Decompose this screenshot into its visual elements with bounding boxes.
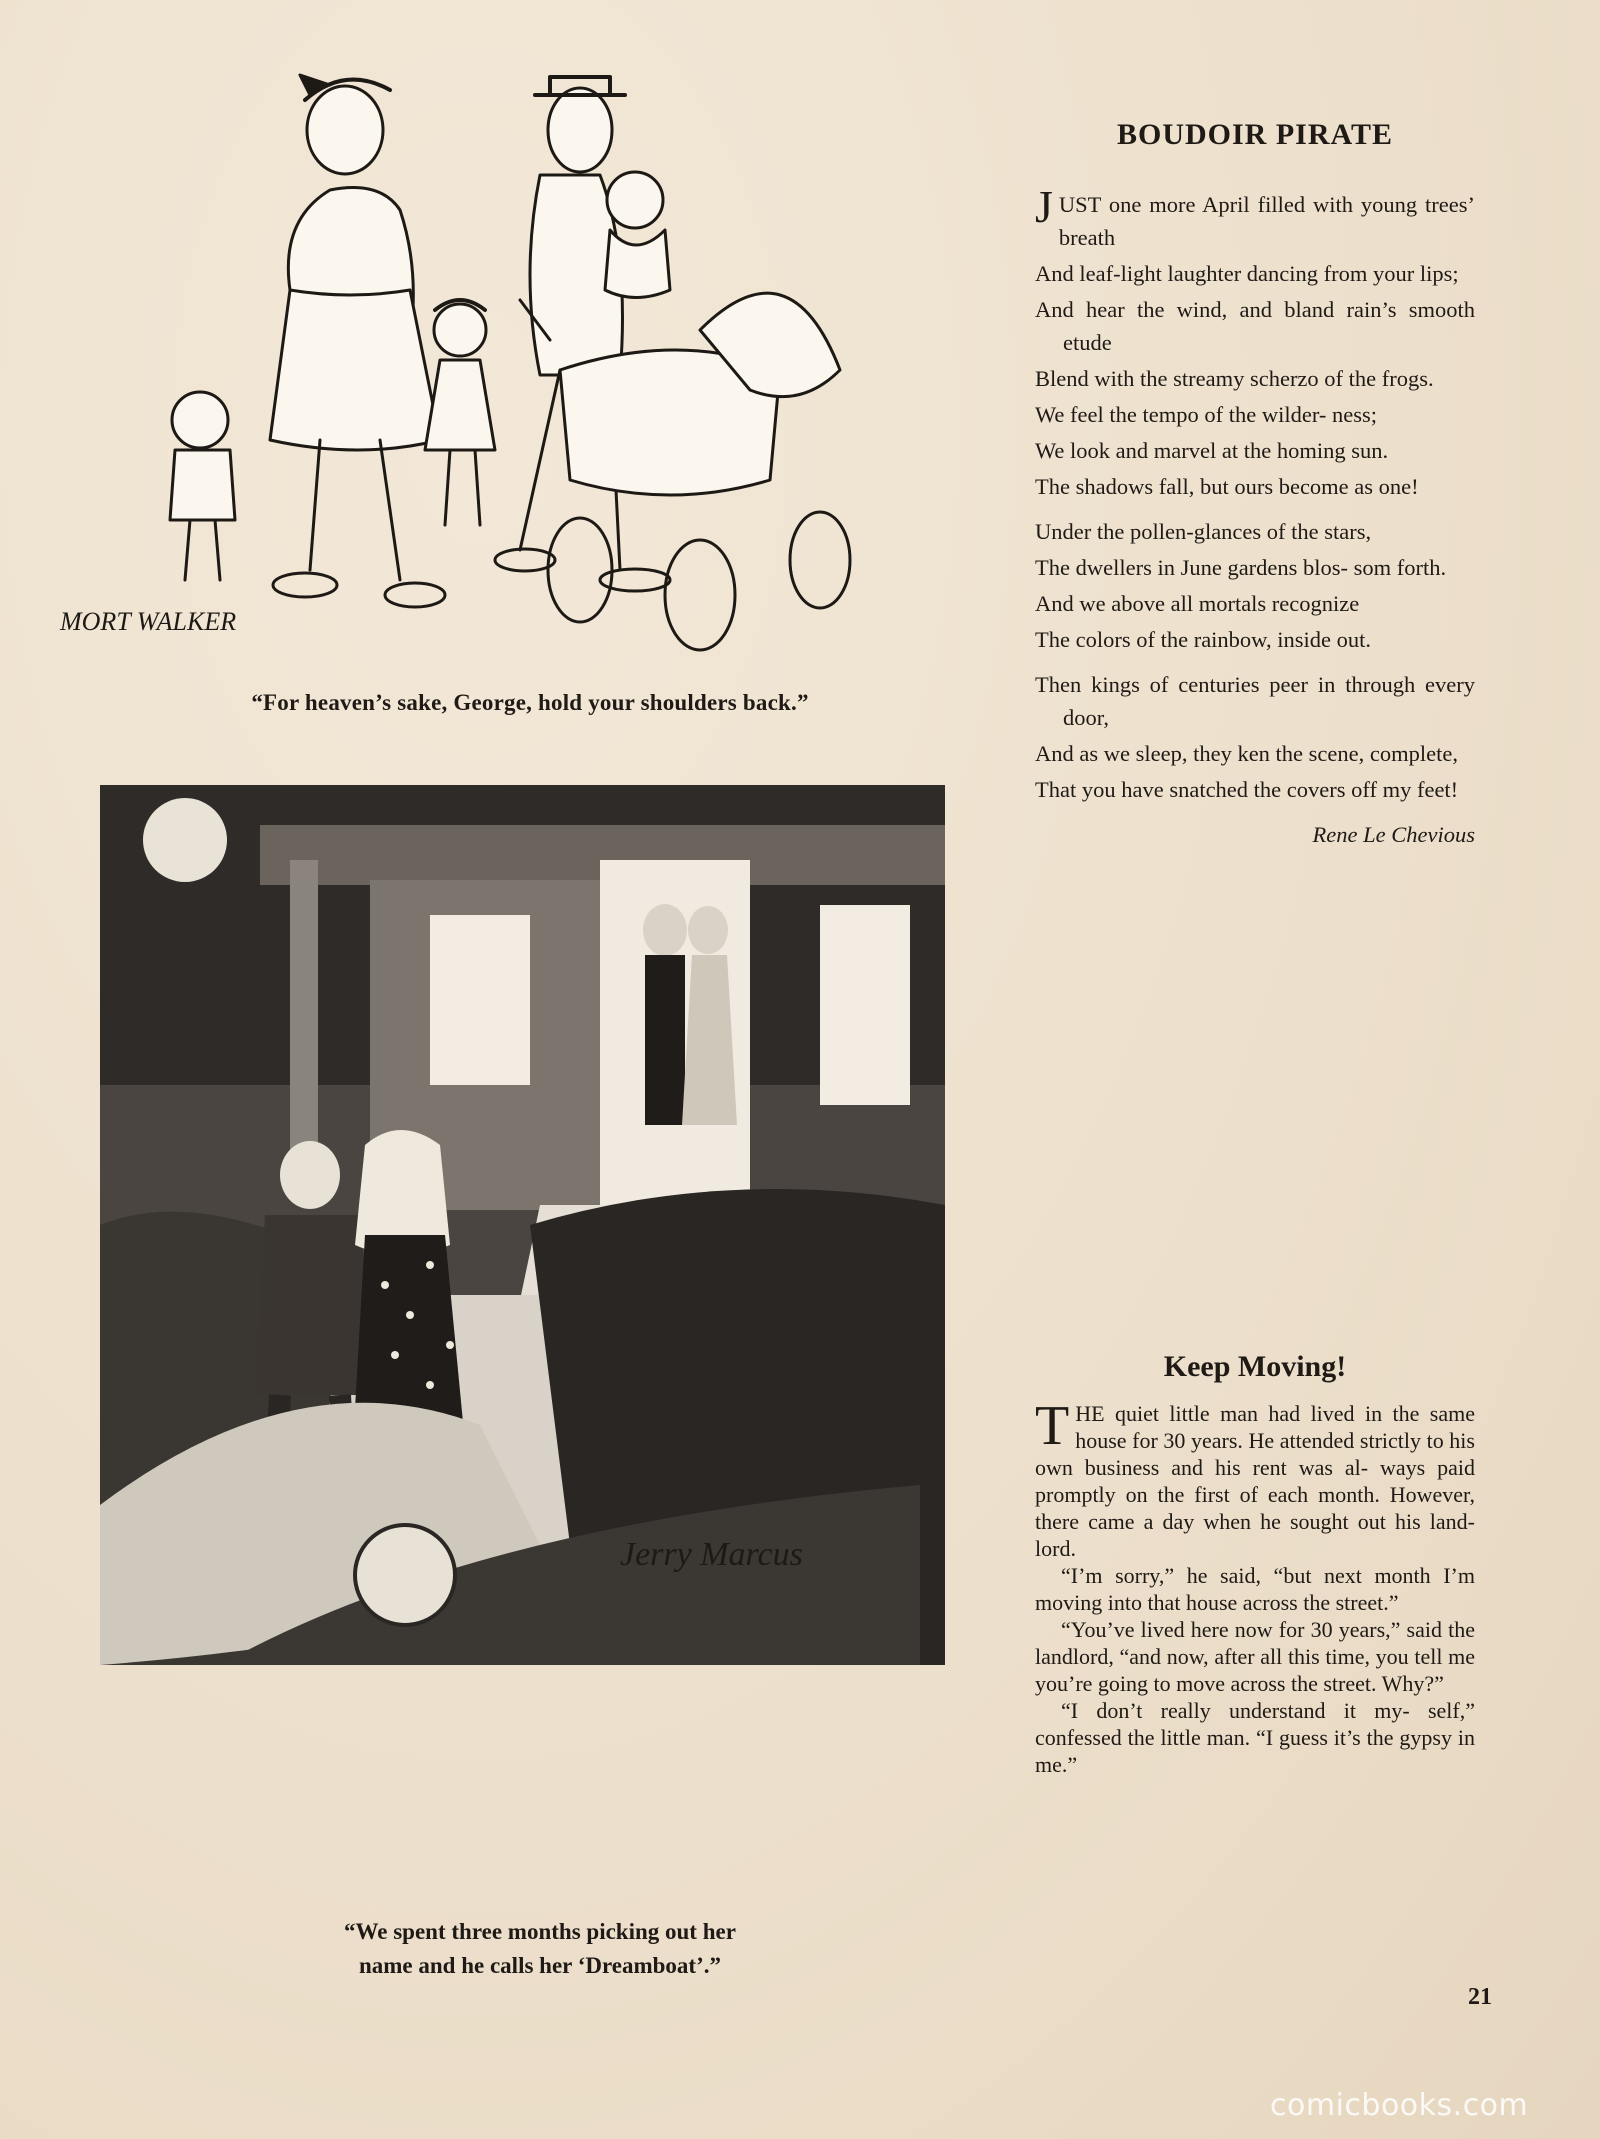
cartoon2-caption-line1: “We spent three months picking out her (344, 1919, 736, 1944)
poem-line: And we above all mortals recognize (1035, 591, 1360, 616)
cartoon2-caption (200, 1915, 880, 1983)
poem-line: Blend with the streamy scherzo of the frogs. (1035, 366, 1434, 391)
poem-dropcap: J (1035, 181, 1053, 232)
story-dropcap: T (1035, 1395, 1070, 1457)
poem-line: Under the pollen-glances of the stars, (1035, 519, 1372, 544)
poem-line: And hear the wind, and bland rain’s smooth etude (1035, 297, 1475, 355)
story-body (1035, 1395, 1475, 1778)
poem-stanza-3 (1035, 668, 1475, 806)
story-paragraph-text: HE quiet little man had lived in the same house for 30 years. He attended strictly to his own business and his rent was al- ways paid promptly on the first of each month. However, there came a day when he sought out his land- lord. (1035, 1401, 1475, 1561)
cartoon1-caption: “For heaven’s sake, George, hold your shoulders back.” (251, 690, 809, 715)
poem-line: We look and marvel at the homing sun. (1035, 438, 1389, 463)
watermark: comicbooks.com (1270, 2088, 1529, 2123)
page-number: 21 (1468, 1984, 1492, 2010)
family-cartoon-illustration (60, 40, 960, 660)
dreamboat-cartoon-illustration (100, 785, 945, 1665)
cartoon2-caption-line2: name and he calls her ‘Dreamboat’.” (358, 1953, 721, 1978)
poem-line: The colors of the rainbow, inside out. (1035, 627, 1371, 652)
poem-title: BOUDOIR PIRATE (1117, 118, 1393, 151)
cartoon2-signature: Jerry Marcus (620, 1536, 803, 1573)
poem-stanza-2 (1035, 515, 1475, 656)
poem-line: The dwellers in June gardens blos- som forth. (1035, 555, 1447, 580)
poem-line-text: UST one more April filled with young trees’ breath (1058, 192, 1475, 250)
poem-line (1035, 181, 1475, 254)
poem-line: We feel the tempo of the wilder- ness; (1035, 402, 1377, 427)
poem-author: Rene Le Chevious (1312, 822, 1475, 847)
poem-stanza-1 (1035, 181, 1475, 503)
poem-line: The shadows fall, but ours become as one! (1035, 474, 1419, 499)
story-paragraph: “I’m sorry,” he said, “but next month I’m moving into that house across the street.” (1035, 1563, 1475, 1615)
poem-line: And leaf-light laughter dancing from your lips; (1035, 261, 1459, 286)
cartoon1-signature: MORT WALKER (60, 607, 237, 636)
poem-line: That you have snatched the covers off my feet! (1035, 777, 1459, 802)
story-paragraph: “I don’t really understand it my- self,” confessed the little man. “I guess it’s the gypsy in me.” (1035, 1698, 1475, 1777)
story-title: Keep Moving! (1163, 1350, 1347, 1383)
poem-body (1035, 181, 1475, 851)
story-paragraph (1035, 1395, 1475, 1562)
poem-line: And as we sleep, they ken the scene, complete, (1035, 741, 1458, 766)
story-paragraph: “You’ve lived here now for 30 years,” said the landlord, “and now, after all this time, you tell me you’re going to move across the street. Why?” (1035, 1617, 1475, 1696)
poem-line: Then kings of centuries peer in through every door, (1035, 672, 1475, 730)
